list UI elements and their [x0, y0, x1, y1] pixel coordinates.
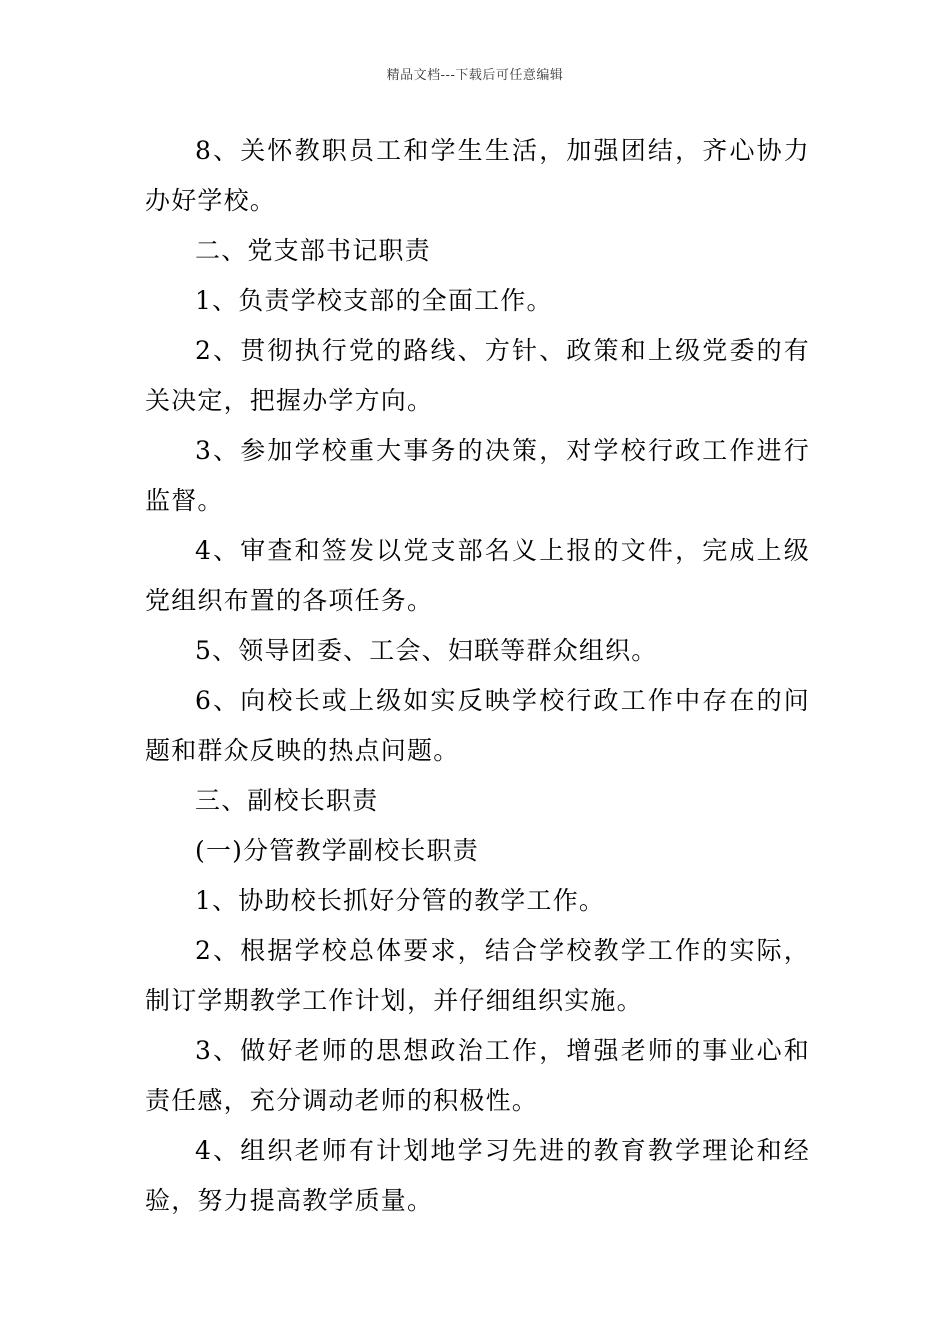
paragraph-item-5: 5、领导团委、工会、妇联等群众组织。: [195, 636, 658, 665]
paragraph-item-3: 3、参加学校重大事务的决策，对学校行政工作进行监督。: [145, 436, 810, 515]
paragraph-item-2: 2、贯彻执行党的路线、方针、政策和上级党委的有关决定，把握办学方向。: [145, 336, 810, 415]
paragraph-item-4-study: 4、组织老师有计划地学习先进的教育教学理论和经验，努力提高教学质量。: [145, 1136, 810, 1215]
paragraph-item-3-teachers: 3、做好老师的思想政治工作，增强老师的事业心和责任感，充分调动老师的积极性。: [145, 1036, 810, 1115]
paragraph-item-2-plan: 2、根据学校总体要求，结合学校教学工作的实际，制订学期教学工作计划，并仔细组织实施。: [145, 936, 810, 1015]
page-header: 精品文档---下载后可任意编辑: [386, 68, 564, 83]
paragraph-item-8-care: 8、关怀教职员工和学生生活，加强团结，齐心协力办好学校。: [145, 136, 810, 215]
section-heading-vice-principal: 三、副校长职责: [195, 786, 379, 815]
paragraph-item-6: 6、向校长或上级如实反映学校行政工作中存在的问题和群众反映的热点问题。: [145, 686, 810, 765]
paragraph-item-1: 1、负责学校支部的全面工作。: [195, 286, 553, 315]
paragraph-item-4: 4、审查和签发以党支部名义上报的文件，完成上级党组织布置的各项任务。: [145, 536, 810, 615]
section-heading-party-secretary: 二、党支部书记职责: [195, 236, 431, 265]
document-body: [145, 126, 810, 1226]
paragraph-item-1-assist: 1、协助校长抓好分管的教学工作。: [195, 886, 606, 915]
subsection-heading-teaching-vice-principal: (一)分管教学副校长职责: [195, 836, 479, 865]
